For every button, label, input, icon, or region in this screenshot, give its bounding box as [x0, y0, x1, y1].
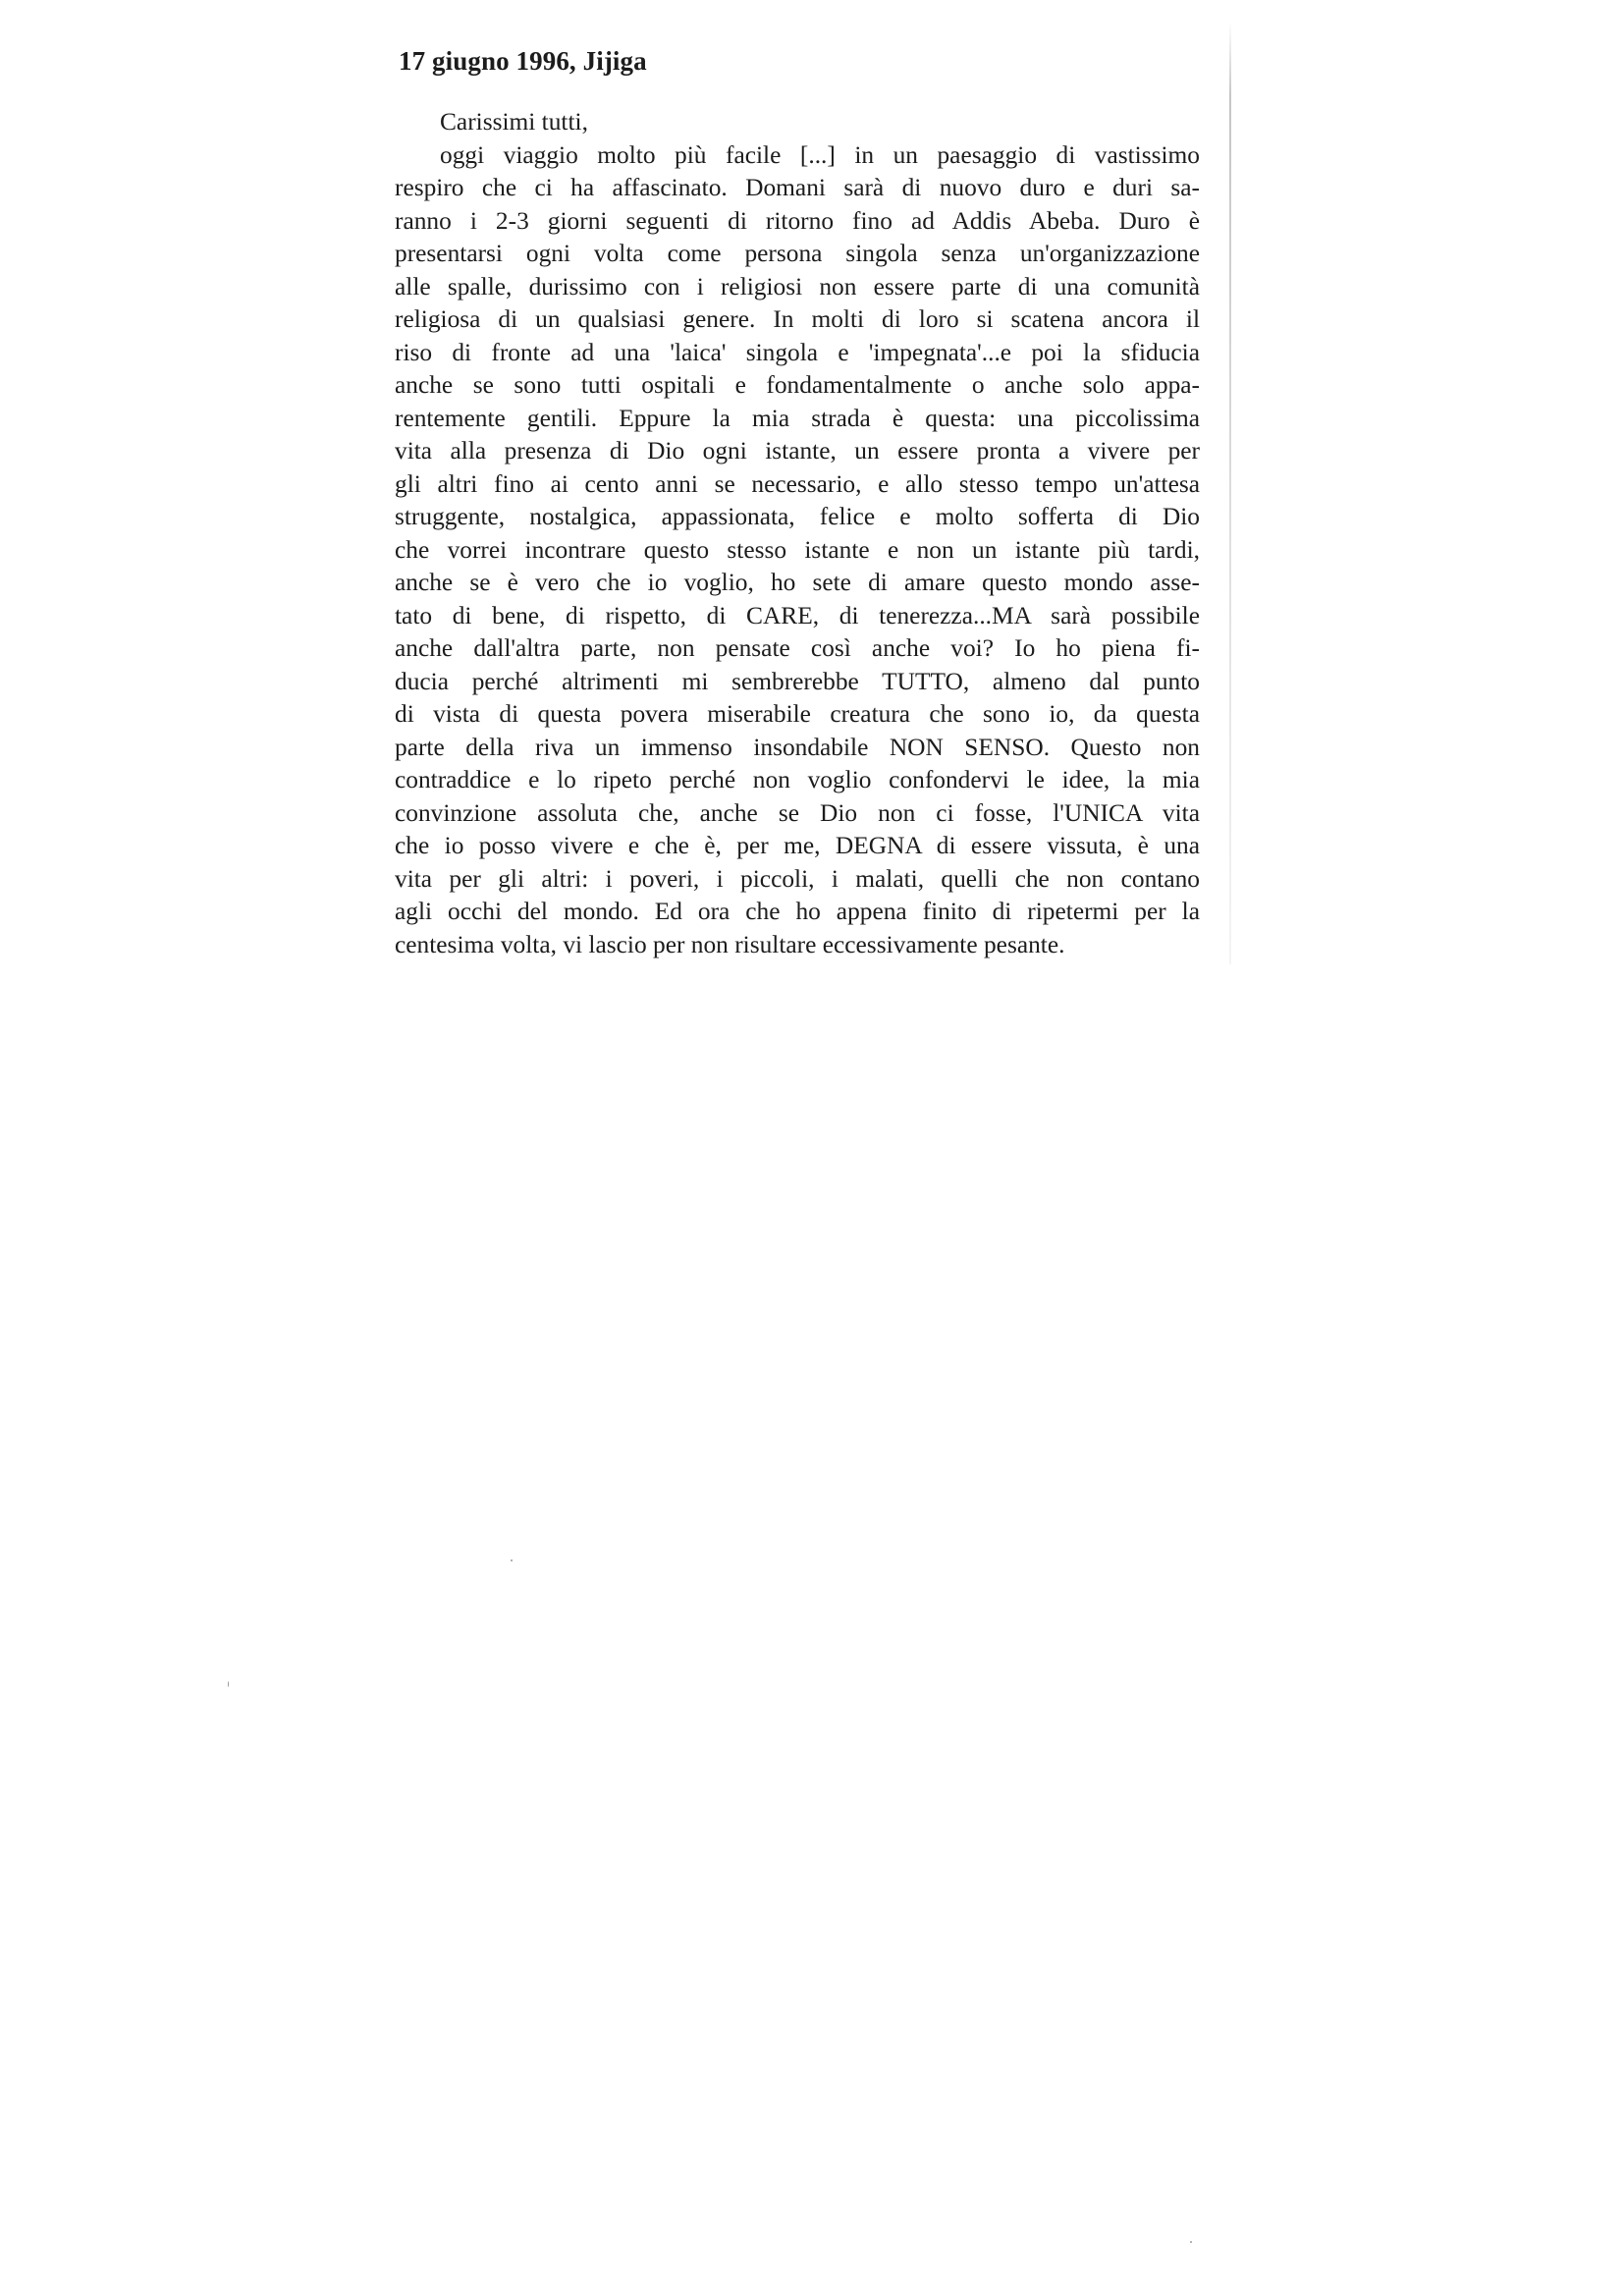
- letter-line: religiosa di un qualsiasi genere. In molti di loro si scatena ancora il: [395, 305, 1200, 333]
- letter-line: ducia perché altrimenti mi sembrerebbe TUTTO, almeno dal punto: [395, 667, 1200, 695]
- letter-line: di vista di questa povera miserabile creatura che sono io, da questa: [395, 700, 1200, 728]
- letter-line: gli altri fino ai cento anni se necessario, e allo stesso tempo un'attesa: [395, 469, 1200, 498]
- letter-heading: 17 giugno 1996, Jijiga: [399, 46, 647, 76]
- letter-line: anche se è vero che io voglio, ho sete di amare questo mondo asse-: [395, 569, 1200, 596]
- letter-line: struggente, nostalgica, appassionata, felice e molto sofferta di Dio: [395, 503, 1200, 530]
- letter-line: agli occhi del mondo. Ed ora che ho appena finito di ripetermi per la: [395, 898, 1200, 925]
- letter-line: convinzione assoluta che, anche se Dio non ci fosse, l'UNICA vita: [395, 798, 1200, 827]
- letter-line: parte della riva un immenso insondabile NON SENSO. Questo non: [395, 733, 1200, 761]
- letter: [395, 43, 1200, 961]
- letter-line: ranno i 2-3 giorni seguenti di ritorno fino ad Addis Abeba. Duro è: [395, 206, 1200, 235]
- letter-line: vita alla presenza di Dio ogni istante, un essere pronta a vivere per: [395, 437, 1200, 465]
- scan-speck: [228, 1681, 229, 1687]
- letter-line: alle spalle, durissimo con i religiosi non essere parte di una comunità: [395, 272, 1200, 301]
- letter-line: oggi viaggio molto più facile [...] in un paesaggio di vastissimo: [440, 140, 1200, 169]
- scan-edge-line: [1229, 22, 1231, 964]
- letter-body: [395, 106, 1200, 961]
- letter-line: rentemente gentili. Eppure la mia strada è questa: una piccolissima: [395, 404, 1200, 432]
- letter-line: riso di fronte ad una 'laica' singola e 'impegnata'...e poi la sfiducia: [395, 338, 1200, 366]
- letter-line: centesima volta, vi lascio per non risultare eccessivamente pesante.: [395, 930, 1065, 958]
- letter-salutation: Carissimi tutti,: [440, 108, 588, 136]
- letter-line: anche dall'altra parte, non pensate così anche voi? Io ho piena fi-: [395, 634, 1200, 662]
- letter-line: che io posso vivere e che è, per me, DEGNA di essere vissuta, è una: [395, 832, 1200, 859]
- scan-speck: [1190, 2241, 1192, 2243]
- scan-speck: [511, 1559, 513, 1561]
- letter-line: anche se sono tutti ospitali e fondamentalmente o anche solo appa-: [395, 371, 1200, 399]
- letter-line: vita per gli altri: i poveri, i piccoli, i malati, quelli che non contano: [395, 864, 1200, 893]
- letter-line: respiro che ci ha affascinato. Domani sarà di nuovo duro e duri sa-: [395, 174, 1200, 201]
- letter-line: che vorrei incontrare questo stesso istante e non un istante più tardi,: [395, 535, 1200, 564]
- letter-line: contraddice e lo ripeto perché non voglio confondervi le idee, la mia: [395, 766, 1200, 793]
- letter-line: tato di bene, di rispetto, di CARE, di tenerezza...MA sarà possibile: [395, 601, 1200, 629]
- letter-line: presentarsi ogni volta come persona singola senza un'organizzazione: [395, 240, 1200, 267]
